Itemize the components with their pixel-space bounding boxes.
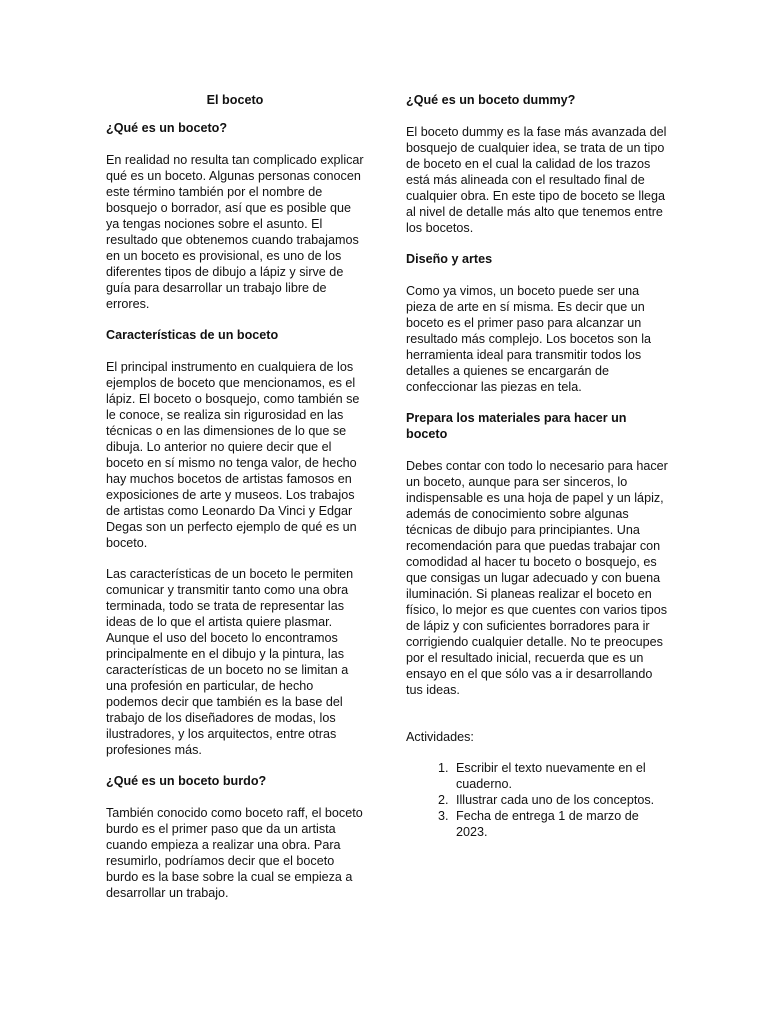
paragraph-boceto-dummy: El boceto dummy es la fase más avanzada del bosquejo de cualquier idea, se trata de un tipo de boceto en el cual la calidad de los trazos está más alineada con el resultado final de cualquier obra. En este tipo de boceto se llega al nivel de detalle más alto que tenemos entre los bocetos. bbox=[406, 125, 667, 235]
paragraph-boceto-burdo: También conocido como boceto raff, el boceto burdo es el primer paso que da un artista cuando empieza a realizar una obra. Para resumirlo, podríamos decir que el boceto burdo es la base sobre la cual se empieza a desarrollar un trabajo. bbox=[106, 806, 363, 900]
activities-list bbox=[406, 760, 668, 840]
heading-materiales: Prepara los materiales para hacer un boceto bbox=[406, 411, 627, 441]
list-item: 1. Escribir el texto nuevamente en el cuaderno. bbox=[452, 760, 668, 792]
paragraph-definicion-boceto: En realidad no resulta tan complicado explicar qué es un boceto. Algunas personas conocen este término también por el nombre de bosquejo o borrador, así que es posible que ya tengas nociones sobre el asunto. El resultado que obtenemos cuando trabajamos en un boceto es provisional, es uno de los diferentes tipos de dibujo a lápiz y sirve de guía para desarrollar un trabajo libre de errores. bbox=[106, 153, 364, 311]
paragraph-instrumento: El principal instrumento en cualquiera de los ejemplos de boceto que mencionamos, es el lápiz. El boceto o bosquejo, como también se le conoce, se realiza sin rigurosidad en las técnicas o en las dimensiones de lo que se dibuja. Lo anterior no quiere decir que el boceto en sí mismo no tenga valor, de hecho hay muchos bocetos de artistas famosos en exposiciones de arte y museos. Los trabajos de artistas como Leonardo Da Vinci y Edgar Degas son un perfecto ejemplo de qué es un boceto. bbox=[106, 360, 360, 550]
list-item: 3. Fecha de entrega 1 de marzo de 2023. bbox=[452, 808, 668, 840]
heading-boceto-dummy: ¿Qué es un boceto dummy? bbox=[406, 93, 576, 107]
right-column bbox=[406, 92, 668, 840]
heading-boceto-burdo: ¿Qué es un boceto burdo? bbox=[106, 774, 267, 788]
heading-diseno-artes: Diseño y artes bbox=[406, 252, 493, 266]
paragraph-materiales: Debes contar con todo lo necesario para hacer un boceto, aunque para ser sinceros, lo indispensable es una hoja de papel y un lápiz, además de conocimiento sobre algunas técnicas de dibujo para principiantes. Una recomendación para que puedas trabajar con comodidad al hacer tu boceto o bosquejo, es que consigas un lugar adecuado y con buena iluminación. Si planeas realizar el boceto en físico, lo mejor es que cuentes con varios tipos de lápiz y con suficientes borradores para ir corrigiendo cualquier detalle. No te preocupes por el resultado inicial, recuerda que es un ensayo en el que sólo vas a ir desarrollando tus ideas. bbox=[406, 459, 668, 697]
heading-que-es-un-boceto: ¿Qué es un boceto? bbox=[106, 121, 228, 135]
paragraph-caracteristicas: Las características de un boceto le permiten comunicar y transmitir tanto como una obra terminada, todo se trata de representar las ideas de lo que el artista quiere plasmar. Aunque el uso del boceto lo encontramos principalmente en el dibujo y la pintura, las características de un boceto no se limitan a una profesión en particular, de hecho podemos decir que también es la base del trabajo de los diseñadores de modas, los ilustradores, y los arquitectos, entre otras profesiones más. bbox=[106, 567, 354, 757]
document-title: El boceto bbox=[206, 93, 264, 107]
left-column bbox=[106, 92, 364, 901]
heading-caracteristicas: Características de un boceto bbox=[106, 328, 279, 342]
list-item: 2. Illustrar cada uno de los conceptos. bbox=[452, 792, 668, 808]
activities-label: Actividades: bbox=[406, 730, 474, 744]
paragraph-diseno-artes: Como ya vimos, un boceto puede ser una pieza de arte en sí misma. Es decir que un boceto es el primer paso para alcanzar un resultado más complejo. Los bocetos son la herramienta ideal para transmitir todos los detalles a quienes se encargarán de confeccionar las piezas en tela. bbox=[406, 284, 652, 394]
